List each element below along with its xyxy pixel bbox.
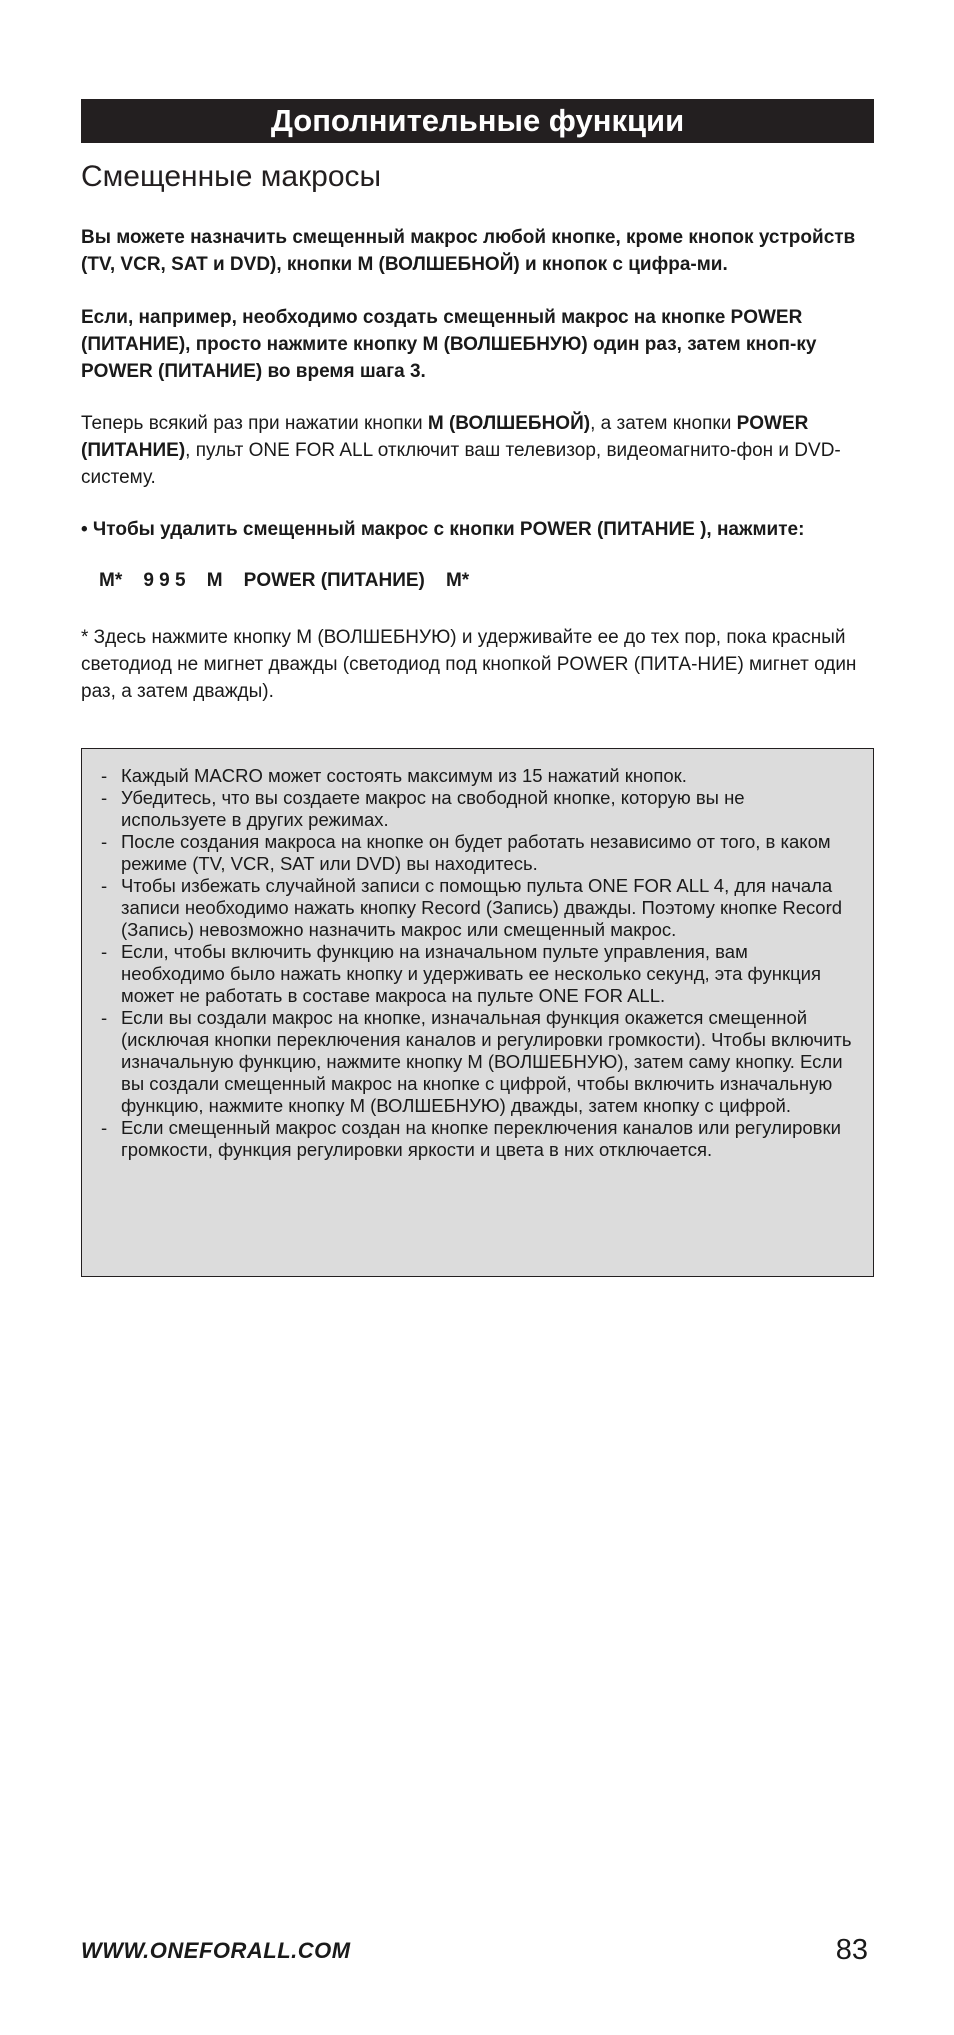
note-text: Если вы создали макрос на кнопке, изначальная функция окажется смещенной (исключая кнопки переключения каналов и регулировки громкости). Чтобы включить изначальную функцию, нажмите кнопку M (ВОЛШЕБНУЮ), затем саму кнопку. Если вы создали смещенный макрос на кнопке с цифрой, чтобы включить изначальную функцию, нажмите кнопку M (ВОЛШЕБНУЮ) дважды, затем кнопку с цифрой.: [121, 1007, 852, 1116]
key-sequence: M* 9 9 5 M POWER (ПИТАНИЕ) M*: [99, 570, 470, 591]
note-item: - Чтобы избежать случайной записи с помощью пульта ONE FOR ALL 4, для начала записи необходимо нажать кнопку Record (Запись) дважды. Поэтому кнопке Record (Запись) невозможно назначить макрос или смещенный макрос.: [101, 875, 843, 940]
intro-paragraph-2: Если, например, необходимо создать смещенный макрос на кнопке POWER (ПИТАНИЕ), просто нажмите кнопку M (ВОЛШЕБНУЮ) один раз, затем кноп-ку POWER (ПИТАНИЕ) во время шага 3.: [81, 307, 817, 382]
body-text-3: , пульт ONE FOR ALL отключит ваш телевизор, видеомагнито-фон и DVD-систему.: [81, 440, 841, 488]
note-text: Если смещенный макрос создан на кнопке переключения каналов или регулировки громкости, функция регулировки яркости и цвета в них отключается.: [121, 1117, 841, 1160]
website-url: WWW.ONEFORALL.COM: [81, 1938, 351, 1963]
body-text-2: , а затем кнопки: [590, 413, 737, 434]
body-bold-power: POWER (ПИТАНИЕ): [81, 413, 809, 461]
body-text-1: Теперь всякий раз при нажатии кнопки: [81, 413, 428, 434]
note-text: Убедитесь, что вы создаете макрос на свободной кнопке, которую вы не используете в других режимах.: [121, 787, 745, 830]
note-item: - Если, чтобы включить функцию на изначальном пульте управления, вам необходимо было нажать кнопку и удерживать ее несколько секунд, эта функция может не работать в составе макроса на пульте ONE FOR ALL.: [101, 941, 822, 1006]
note-text: Каждый MACRO может состоять максимум из 15 нажатий кнопок.: [121, 765, 687, 786]
page-number: 83: [835, 1934, 868, 1966]
note-item: - После создания макроса на кнопке он будет работать независимо от того, в каком режиме (TV, VCR, SAT или DVD) вы находитесь.: [101, 831, 831, 874]
body-paragraph: [81, 410, 876, 491]
note-item: - Убедитесь, что вы создаете макрос на свободной кнопке, которую вы не используете в других режимах.: [101, 787, 745, 830]
body-bold-magic: M (ВОЛШЕБНОЙ): [427, 413, 591, 434]
notes-list: [82, 749, 873, 1161]
page-title: Смещенные макросы: [81, 160, 382, 193]
note-item: - Каждый MACRO может состоять максимум из 15 нажатий кнопок.: [101, 765, 687, 786]
intro-paragraph-1: Вы можете назначить смещенный макрос любой кнопке, кроме кнопок устройств (TV, VCR, SAT и DVD), кнопки M (ВОЛШЕБНОЙ) и кнопок с цифра-ми.: [81, 227, 856, 275]
note-text: После создания макроса на кнопке он будет работать независимо от того, в каком режиме (TV, VCR, SAT или DVD) вы находитесь.: [121, 831, 831, 874]
note-item: - Если вы создали макрос на кнопке, изначальная функция окажется смещенной (исключая кнопки переключения каналов и регулировки громкости). Чтобы включить изначальную функцию, нажмите кнопку M (ВОЛШЕБНУЮ), затем саму кнопку. Если вы создали смещенный макрос на кнопке с цифрой, чтобы включить изначальную функцию, нажмите кнопку M (ВОЛШЕБНУЮ) дважды, затем кнопку с цифрой.: [101, 1007, 852, 1116]
section-header: Дополнительные функции: [81, 99, 874, 143]
delete-instruction: • Чтобы удалить смещенный макрос с кнопки POWER (ПИТАНИЕ ), нажмите:: [81, 519, 805, 540]
note-text: Чтобы избежать случайной записи с помощью пульта ONE FOR ALL 4, для начала записи необходимо нажать кнопку Record (Запись) дважды. Поэтому кнопке Record (Запись) невозможно назначить макрос или смещенный макрос.: [121, 875, 843, 940]
note-item: - Если смещенный макрос создан на кнопке переключения каналов или регулировки громкости, функция регулировки яркости и цвета в них отключается.: [101, 1117, 841, 1160]
footnote: * Здесь нажмите кнопку M (ВОЛШЕБНУЮ) и удерживайте ее до тех пор, пока красный светодиод не мигнет дважды (светодиод под кнопкой POWER (ПИТА-НИЕ) мигнет один раз, а затем дважды).: [81, 627, 857, 702]
note-text: Если, чтобы включить функцию на изначальном пульте управления, вам необходимо было нажать кнопку и удерживать ее несколько секунд, эта функция может не работать в составе макроса на пульте ONE FOR ALL.: [121, 941, 822, 1006]
notes-box: [81, 748, 874, 1277]
